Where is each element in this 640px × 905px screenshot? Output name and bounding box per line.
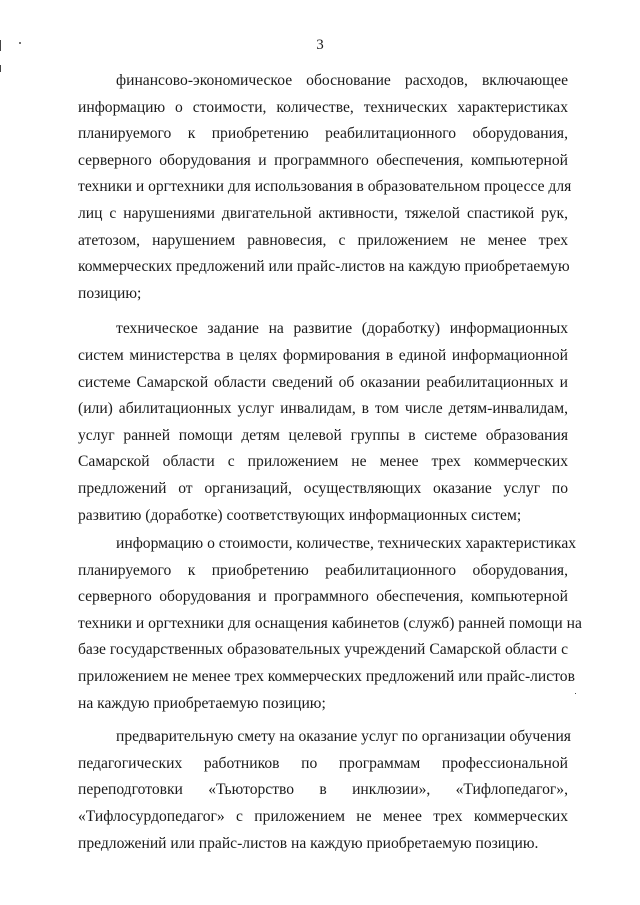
text-line: информацию о стоимости, количестве, технических характеристиках xyxy=(78,98,568,116)
text-line: информацию о стоимости, количестве, технических характеристиках xyxy=(116,535,577,553)
text-line: приложением не менее трех коммерческих предложений или прайс-листов xyxy=(78,668,575,686)
text-line: техническое задание на развитие (доработку) информационных xyxy=(116,320,568,338)
text-line: Самарской области с приложением не менее трех коммерческих xyxy=(78,453,568,471)
paragraph-financial-justification xyxy=(78,68,572,307)
text-line: «Тифлосурдопедагог» с приложением не менее трех коммерческих xyxy=(78,808,568,826)
text-line: предварительную смету на оказание услуг по организации обучения xyxy=(116,728,571,746)
text-line: переподготовки «Тьюторство в инклюзии», «Тифлопедагог», xyxy=(78,781,568,799)
document-body xyxy=(78,68,582,857)
text-line: на каждую приобретаемую позицию; xyxy=(78,694,326,712)
text-line: техники и оргтехники для использования в образовательном процессе для xyxy=(78,178,572,196)
text-line: системе Самарской области сведений об оказании реабилитационных и xyxy=(78,373,568,391)
text-line: услуг ранней помощи детям целевой группы в системе образования xyxy=(78,426,568,444)
text-line: базе государственных образовательных учреждений Самарской области с xyxy=(78,641,568,659)
scan-edge-mark xyxy=(0,65,1,72)
paragraph-equipment-info xyxy=(78,531,582,717)
page-number: 3 xyxy=(316,37,324,53)
text-line: (или) абилитационных услуг инвалидам, в том числе детям-инвалидам, xyxy=(78,400,568,418)
text-line: серверного оборудования и программного обеспечения, компьютерной xyxy=(78,588,568,606)
paragraph-training-estimate xyxy=(78,724,571,857)
paragraph-technical-assignment xyxy=(78,316,568,529)
text-line: коммерческих предложений или прайс-листов на каждую приобретаемую xyxy=(78,258,570,276)
scan-speck xyxy=(575,693,576,694)
text-line: серверного оборудования и программного обеспечения, компьютерной xyxy=(78,151,568,169)
text-line: финансово-экономическое обоснование расходов, включающее xyxy=(116,72,568,89)
text-line: педагогических работников по программам профессиональной xyxy=(78,754,568,772)
text-line: лиц с нарушениями двигательной активности, тяжелой спастикой рук, xyxy=(78,204,568,222)
text-line: планируемого к приобретению реабилитационного оборудования, xyxy=(78,125,568,143)
text-line: позицию; xyxy=(78,284,142,302)
text-line: планируемого к приобретению реабилитационного оборудования, xyxy=(78,561,568,579)
text-line: атетозом, нарушением равновесия, с приложением не менее трех xyxy=(78,231,568,249)
text-line: развитию (доработке) соответствующих информационных систем; xyxy=(78,506,522,524)
text-line: предложений или прайс-листов на каждую приобретаемую позицию. xyxy=(78,834,539,852)
text-line: техники и оргтехники для оснащения кабинетов (служб) ранней помощи на xyxy=(78,614,582,632)
text-line: предложений от организаций, осуществляющих оказание услуг по xyxy=(78,479,568,497)
text-line: систем министерства в целях формирования в единой информационной xyxy=(78,346,568,364)
